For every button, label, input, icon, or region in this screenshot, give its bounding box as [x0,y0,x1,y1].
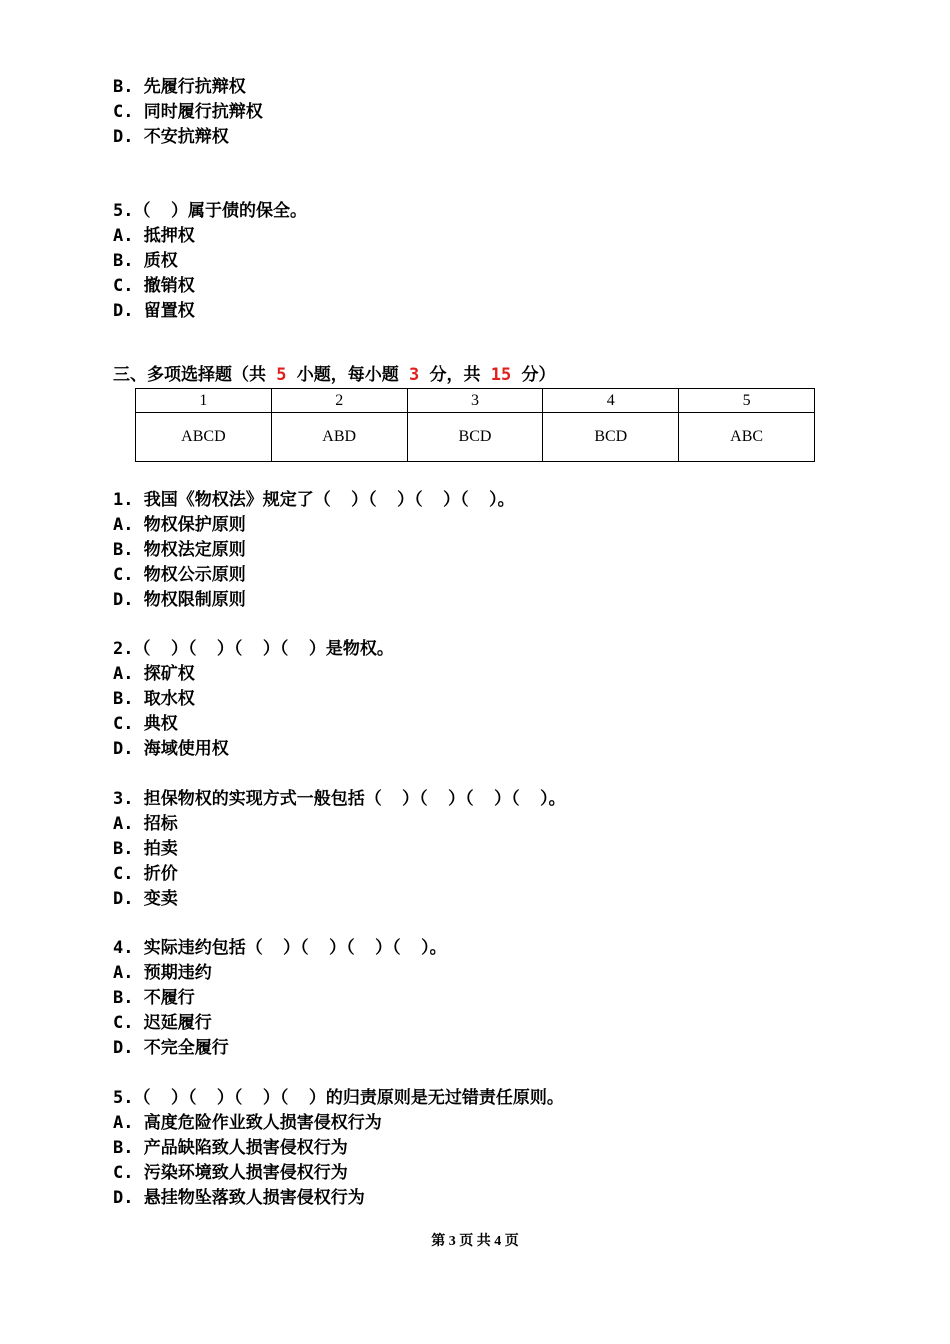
option-b: B. 物权法定原则 [113,540,246,560]
answer-cell: BCD [543,413,679,462]
answer-table [135,388,815,462]
option-b: B. 质权 [113,251,178,271]
option-d: D. 海域使用权 [113,739,229,759]
question-stem: 3. 担保物权的实现方式一般包括（ ）（ ）（ ）（ ）。 [113,789,566,809]
option-c: C. 物权公示原则 [113,565,246,585]
option-d: D. 变卖 [113,889,178,909]
section-heading [113,364,555,386]
option-b: B. 拍卖 [113,839,178,859]
option-c: C. 污染环境致人损害侵权行为 [113,1163,348,1183]
answer-table-header-row [136,389,815,413]
option-d: D. 物权限制原则 [113,590,246,610]
question-count: 5 [276,365,287,385]
option-a: A. 预期违约 [113,963,212,983]
answer-table-header: 1 [136,389,272,413]
option-a: A. 探矿权 [113,664,195,684]
answer-table-header: 5 [679,389,815,413]
answer-cell: ABCD [136,413,272,462]
section-heading-mid2: 分，共 [419,365,491,385]
option-c: C. 同时履行抗辩权 [113,102,263,122]
answer-table-value-row [136,413,815,462]
option-b: B. 先履行抗辩权 [113,77,246,97]
option-b: B. 不履行 [113,988,195,1008]
question-stem: 1. 我国《物权法》规定了（ ）（ ）（ ）（ ）。 [113,490,515,510]
option-c: C. 典权 [113,714,178,734]
option-d: D. 不安抗辩权 [113,127,229,147]
option-a: A. 招标 [113,814,178,834]
points-each: 3 [408,365,420,385]
option-b: B. 取水权 [113,689,195,709]
option-d: D. 悬挂物坠落致人损害侵权行为 [113,1188,365,1208]
section-heading-prefix: 三、多项选择题（共 [113,365,277,385]
question-stem: 4. 实际违约包括（ ）（ ）（ ）（ ）。 [113,938,447,958]
page-footer: 第 3 页 共 4 页 [431,1234,519,1249]
option-b: B. 产品缺陷致人损害侵权行为 [113,1138,348,1158]
section-heading-mid1: 小题，每小题 [286,365,409,385]
option-d: D. 不完全履行 [113,1038,229,1058]
answer-table-header: 4 [543,389,679,413]
option-c: C. 折价 [113,864,178,884]
option-a: A. 高度危险作业致人损害侵权行为 [113,1113,382,1133]
question-stem: 5.（ ）（ ）（ ）（ ）的归责原则是无过错责任原则。 [113,1088,564,1108]
option-c: C. 撤销权 [113,276,195,296]
answer-table-header: 2 [271,389,407,413]
question-stem: 2.（ ）（ ）（ ）（ ）是物权。 [113,639,394,659]
section-heading-suffix: 分） [511,365,556,385]
option-c: C. 迟延履行 [113,1013,212,1033]
answer-cell: ABC [679,413,815,462]
option-a: A. 抵押权 [113,226,195,246]
points-total: 15 [490,365,512,385]
question-stem: 5.（ ）属于债的保全。 [113,201,307,221]
option-d: D. 留置权 [113,301,195,321]
answer-cell: BCD [407,413,543,462]
option-a: A. 物权保护原则 [113,515,246,535]
answer-table-header: 3 [407,389,543,413]
answer-cell: ABD [271,413,407,462]
